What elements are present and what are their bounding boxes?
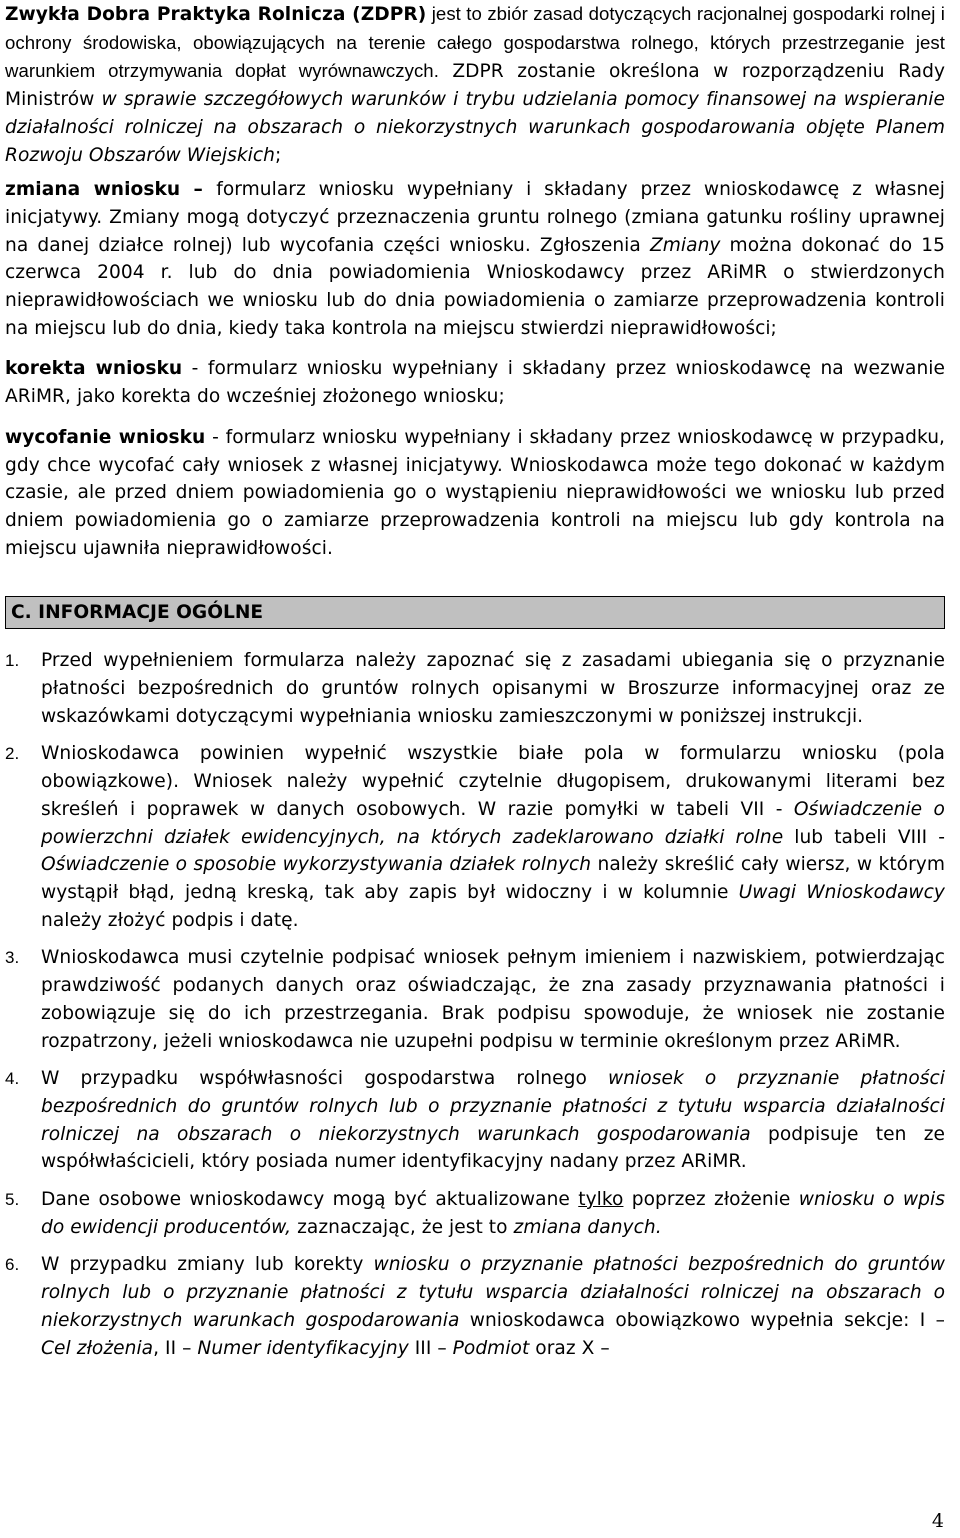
definition-korekta: korekta wniosku - formularz wniosku wypełniany i składany przez wnioskodawcę na wezwanie ARiMR, jako korekta do wcześniej złożonego wniosku; <box>5 358 946 408</box>
list-item: 6. W przypadku zmiany lub korekty wniosku o przyznanie płatności bezpośrednich do gruntów rolnych lub o przyznanie płatności z tytułu wsparcia działalności rolniczej na obszarach o niekorzystnych warunkach gospodarowania wnioskodawca obowiązkowo wypełnia sekcje: I – Cel złożenia, II – Numer identyfikacyjny III – Podmiot oraz X – <box>5 1254 945 1359</box>
term-wycofanie: wycofanie wniosku <box>5 426 206 448</box>
list-item: 1. Przed wypełnieniem formularza należy zapoznać się z zasadami ubiegania się o przyznanie płatności bezpośrednich do gruntów rolnych opisanymi w Broszurze informacyjnej oraz ze wskazówkami dotyczącymi wypełniania wniosku zamieszczonymi w poniższej instrukcji. <box>5 650 945 727</box>
definition-zdpr: Zwykła Dobra Praktyka Rolnicza (ZDPR) jest to zbiór zasad dotyczących racjonalnej gospodarki rolnej i ochrony środowiska, obowiązujących na terenie całego gospodarstwa rolnego, których przestrzeganie jest warunkiem otrzymywania dopłat wyrównawczych. ZDPR zostanie określona w rozporządzeniu Rady Ministrów w sprawie szczegółowych warunków i trybu udzielania pomocy finansowej na wspieranie działalności rolniczej na obszarach o niekorzystnych warunkach gospodarowania objęte Planem Rozwoju Obszarów Wiejskich; <box>5 3 945 166</box>
page-number: 4 <box>931 1510 944 1532</box>
numbered-list <box>5 647 945 1362</box>
section-heading: C. INFORMACJE OGÓLNE <box>5 596 945 629</box>
list-item: 2. Wnioskodawca powinien wypełnić wszystkie białe pola w formularzu wniosku (pola obowiązkowe). Wniosek należy wypełnić czytelnie długopisem, drukowanymi literami bez skreśleń i poprawek w danych osobowych. W razie pomyłki w tabeli VII - Oświadczenie o powierzchni działek ewidencyjnych, na których zadeklarowano działki rolne lub tabeli VIII - Oświadczenie o sposobie wykorzystywania działek rolnych należy skreślić cały wiersz, w którym wystąpił błąd, jedną kreską, tak aby zapis był widoczny i w kolumnie Uwagi Wnioskodawcy należy złożyć podpis i datę. <box>5 743 946 931</box>
term-korekta: korekta wniosku <box>5 358 183 380</box>
list-item: 4. W przypadku współwłasności gospodarstwa rolnego wniosek o przyznanie płatności bezpośrednich do gruntów rolnych lub o przyznanie płatności z tytułu wsparcia działalności rolniczej na obszarach o niekorzystnych warunkach gospodarowania podpisuje ten ze współwłaścicieli, który posiada numer identyfikacyjny nadany przez ARiMR. <box>5 1068 946 1173</box>
definition-wycofanie: wycofanie wniosku - formularz wniosku wypełniany i składany przez wnioskodawcę w przypadku, gdy chce wycofać cały wniosek z własnej inicjatywy. Wnioskodawca może tego dokonać w każdym czasie, ale przed dniem powiadomienia go o wystąpieniu nieprawidłowości we wniosku lub przed dniem powiadomienia go o zamiarze przeprowadzenia kontroli na miejscu lub gdy kontrola na miejscu ujawniła nieprawidłowości. <box>5 426 945 559</box>
definition-zmiana: zmiana wniosku – formularz wniosku wypełniany i składany przez wnioskodawcę z własnej inicjatywy. Zmiany mogą dotyczyć przeznaczenia gruntu rolnego (zmiana gatunku rośliny uprawnej na danej działce rolnej) lub wycofania części wniosku. Zgłoszenia Zmiany można dokonać do 15 czerwca 2004 r. lub do dnia powiadomienia Wnioskodawcy przez ARiMR o stwierdzonych nieprawidłowościach we wniosku lub do dnia powiadomienia o zamiarze przeprowadzenia kontroli na miejscu lub do dnia, kiedy taka kontrola na miejscu stwierdzi nieprawidłowości; <box>5 179 946 339</box>
document-page <box>5 0 945 1372</box>
list-item: 3. Wnioskodawca musi czytelnie podpisać wniosek pełnym imieniem i nazwiskiem, potwierdzając prawdziwość podanych danych oraz oświadczając, że zna zasady przyznawania płatności i zobowiązuje się do ich przestrzegania. Brak podpisu spowoduje, że wniosek nie zostanie rozpatrzony, jeżeli wnioskodawca nie uzupełni podpisu w terminie określonym przez ARiMR. <box>5 947 945 1052</box>
term-zdpr: Zwykła Dobra Praktyka Rolnicza (ZDPR) <box>5 4 427 25</box>
list-item: 5. Dane osobowe wnioskodawcy mogą być aktualizowane tylko poprzez złożenie wniosku o wpis do ewidencji producentów, zaznaczając, że jest to zmiana danych. <box>5 1189 945 1238</box>
term-zmiana: zmiana wniosku <box>5 179 181 201</box>
